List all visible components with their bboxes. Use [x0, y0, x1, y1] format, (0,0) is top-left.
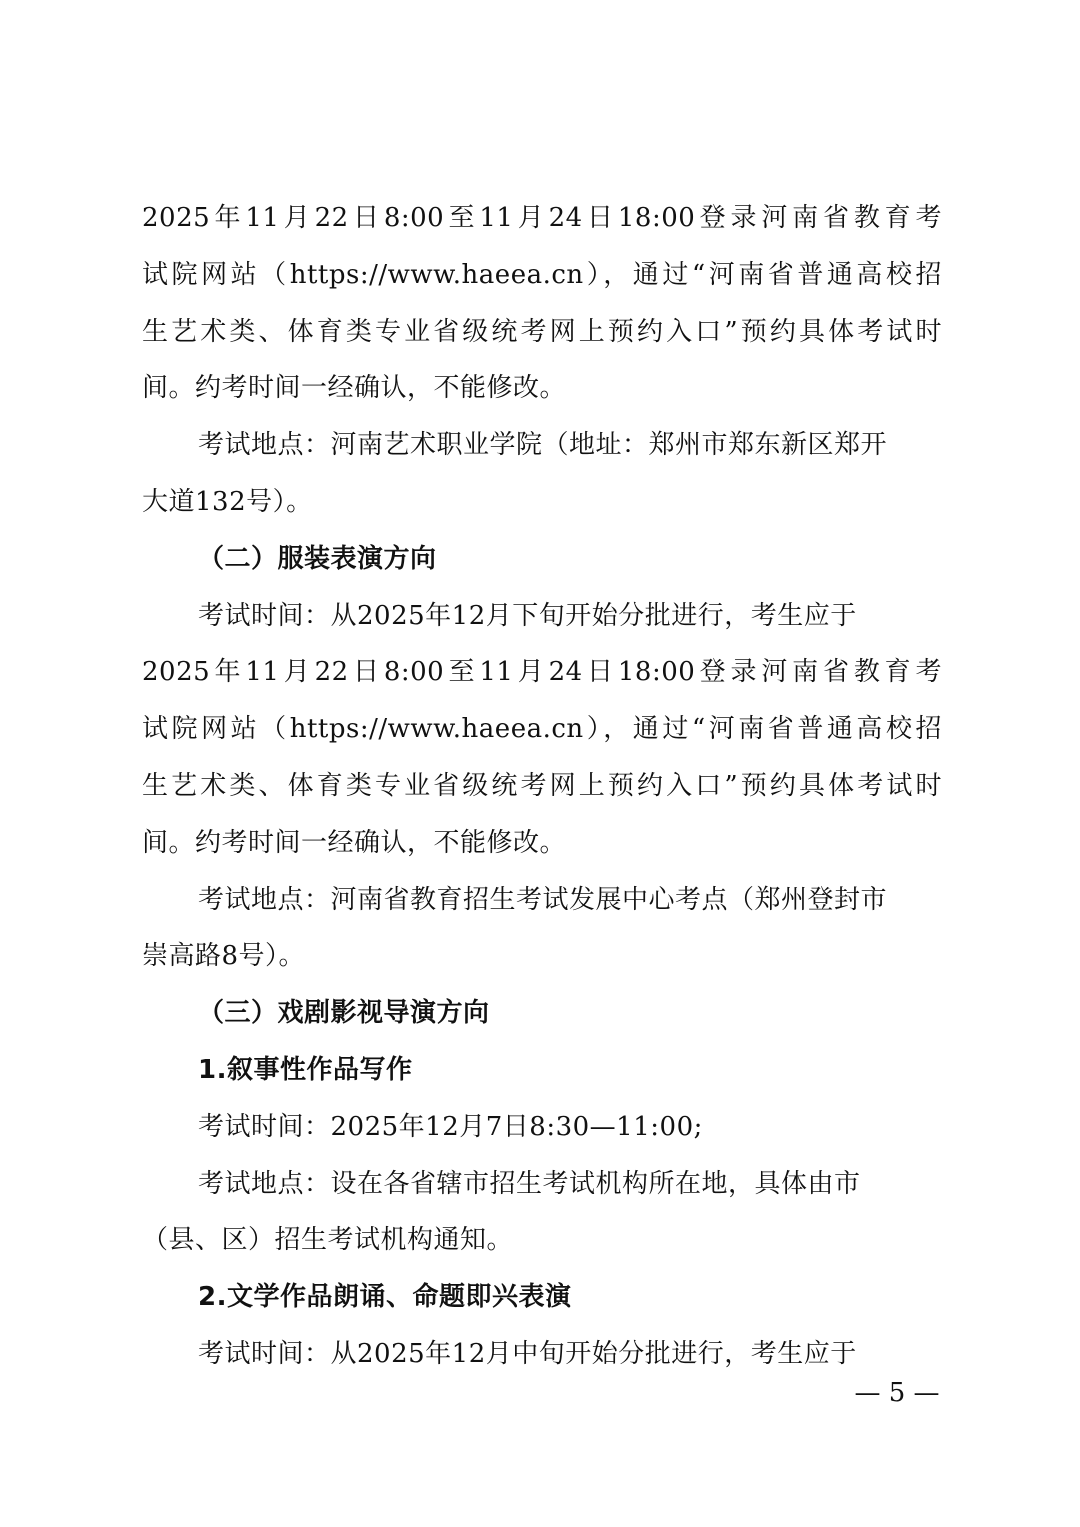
section-heading: （二）服装表演方向: [198, 543, 437, 574]
subsection-heading: 1.叙事性作品写作: [198, 1054, 413, 1085]
text-line: 崇高路8号）。: [142, 941, 306, 972]
text-line: 考试时间：2025年12月7日8:30—11:00;: [198, 1111, 703, 1142]
text-line: （县、区）招生考试机构通知。: [142, 1225, 514, 1256]
text-line: 间。约考时间一经确认，不能修改。: [142, 827, 567, 858]
text-line: 生艺术类、体育类专业省级统考网上预约入口”预约具体考试时: [142, 316, 942, 347]
text-line: 2025年11月22日8:00至11月24日18:00登录河南省教育考: [142, 203, 942, 233]
text-line: 大道132号）。: [142, 486, 313, 517]
section-heading: （三）戏剧影视导演方向: [198, 998, 490, 1029]
text-line: 生艺术类、体育类专业省级统考网上预约入口”预约具体考试时: [142, 770, 942, 801]
text-line: 考试时间：从2025年12月下旬开始分批进行，考生应于: [198, 600, 857, 631]
text-line: 考试地点：设在各省辖市招生考试机构所在地，具体由市: [198, 1168, 861, 1199]
text-line: 间。约考时间一经确认，不能修改。: [142, 373, 567, 404]
document-body: [142, 190, 942, 1383]
text-line: 考试地点：河南省教育招生考试发展中心考点（郑州登封市: [198, 884, 888, 915]
subsection-heading: 2.文学作品朗诵、命题即兴表演: [198, 1282, 572, 1313]
text-line: 考试地点：河南艺术职业学院（地址：郑州市郑东新区郑开: [198, 430, 888, 461]
text-line: 试院网站（https://www.haeea.cn），通过“河南省普通高校招: [142, 259, 942, 290]
text-line: 试院网站（https://www.haeea.cn），通过“河南省普通高校招: [142, 714, 942, 745]
text-line: 2025年11月22日8:00至11月24日18:00登录河南省教育考: [142, 657, 942, 688]
page-number: — 5 —: [854, 1378, 940, 1408]
text-line: 考试时间：从2025年12月中旬开始分批进行，考生应于: [198, 1338, 857, 1369]
